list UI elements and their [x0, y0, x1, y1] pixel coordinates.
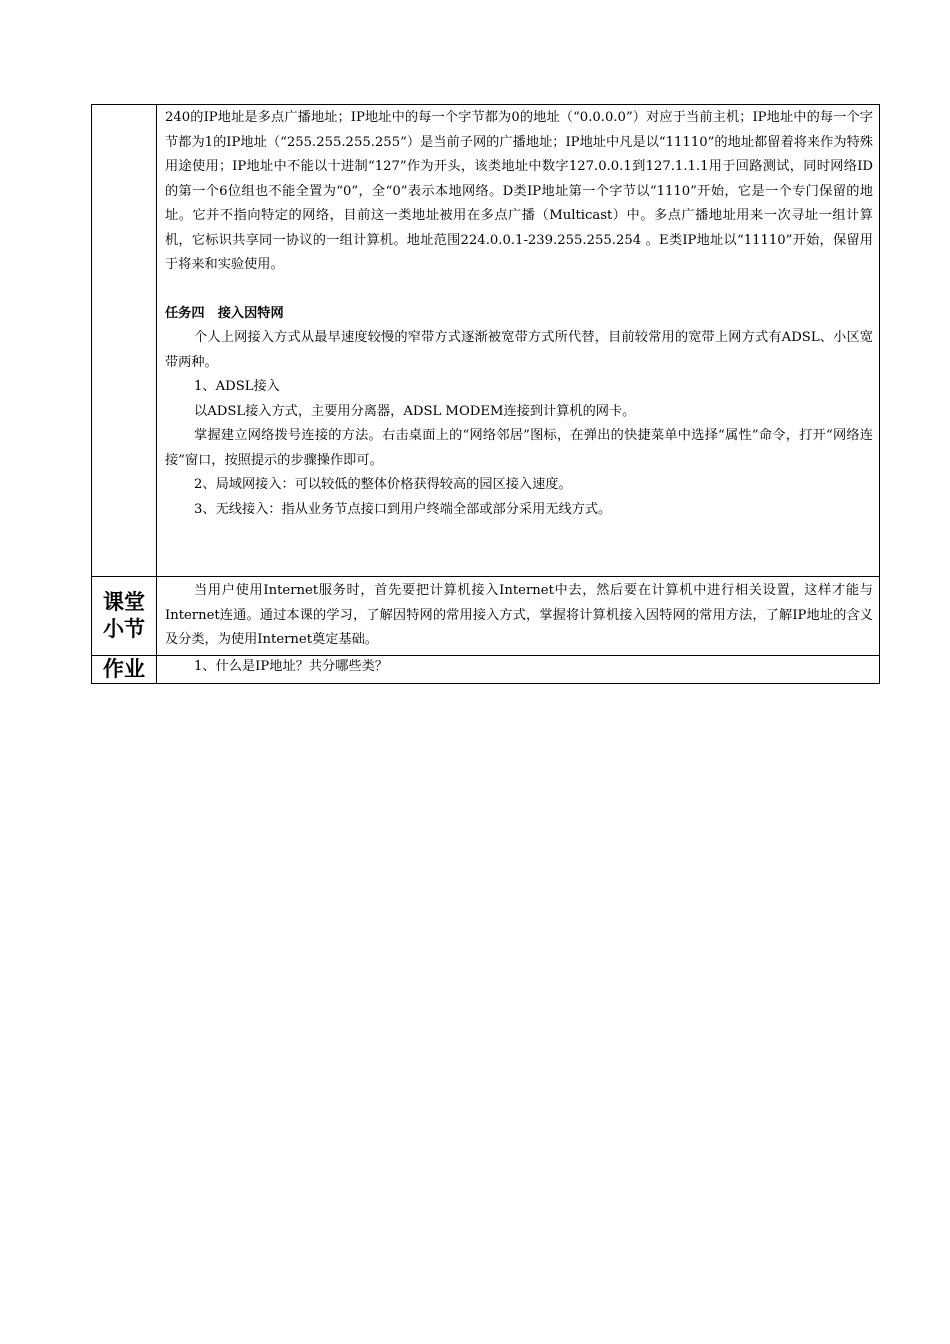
task-paragraph-intro: 个人上网接入方式从最早速度较慢的窄带方式逐渐被宽带方式所代替，目前较常用的宽带上网方式有ADSL、小区宽带两种。 — [165, 330, 873, 370]
summary-label-line2: 小节 — [103, 616, 145, 641]
homework-text: 1、什么是IP地址？共分哪些类？ — [194, 658, 388, 674]
lesson-table — [91, 104, 880, 684]
task-paragraph-adsl-desc: 以ADSL接入方式，主要用分离器，ADSL MODEM连接到计算机的网卡。 — [194, 403, 636, 419]
paragraph-spacer — [165, 278, 873, 302]
content-row — [92, 105, 880, 577]
summary-text: 当用户使用Internet服务时，首先要把计算机接入Internet中去，然后要在计算机中进行相关设置，这样才能与Internet连通。通过本课的学习，了解因特网的常用接入方式，掌握将计算机接入因特网的常用方法，了解IP地址的含义及分类，为使用Internet奠定基础。 — [165, 583, 873, 647]
task-paragraph-adsl-title: 1、ADSL接入 — [194, 379, 280, 394]
task-heading: 任务四 接入因特网 — [165, 305, 284, 321]
homework-content-cell — [157, 655, 880, 683]
homework-label-cell — [92, 655, 157, 683]
task-paragraph-dialup: 掌握建立网络拨号连接的方法。右击桌面上的“网络邻居”图标，在弹出的快捷菜单中选择“属性”命令，打开“网络连接”窗口，按照提示的步骤操作即可。 — [165, 428, 873, 468]
task-paragraph-lan: 2、局域网接入：可以较低的整体价格获得较高的园区接入速度。 — [194, 477, 572, 492]
main-content-cell — [157, 105, 880, 577]
homework-label: 作业 — [103, 656, 145, 681]
summary-label-cell — [92, 577, 157, 656]
summary-content-cell — [157, 577, 880, 656]
ip-address-paragraph: 240的IP地址是多点广播地址；IP地址中的每一个字节都为0的地址（“0.0.0.0”）对应于当前主机；IP地址中的每一个字节都为1的IP地址（“255.255.255.255”）是当前子网的广播地址；IP地址中凡是以“11110”的地址都留着将来作为特殊用途使用；IP地址中不能以十进制“127”作为开头，该类地址中数字127.0.0.1到127.1.1.1用于回路测试，同时网络ID的第一个6位组也不能全置为“0”，全“0”表示本地网络。D类IP地址第一个字节以“1110”开始，它是一个专门保留的地址。它并不指向特定的网络，目前这一类地址被用在多点广播（Multicast）中。多点广播地址用来一次寻址一组计算机，它标识共享同一协议的一组计算机。地址范围224.0.0.1-239.255.255.254 。E类IP地址以“11110”开始，保留用于将来和实验使用。 — [165, 110, 873, 272]
summary-label-line1: 课堂 — [103, 589, 145, 614]
task-paragraph-wireless: 3、无线接入：指从业务节点接口到用户终端全部或部分采用无线方式。 — [194, 501, 612, 517]
summary-row — [92, 577, 880, 656]
homework-row — [92, 655, 880, 683]
empty-label-cell — [92, 105, 157, 577]
